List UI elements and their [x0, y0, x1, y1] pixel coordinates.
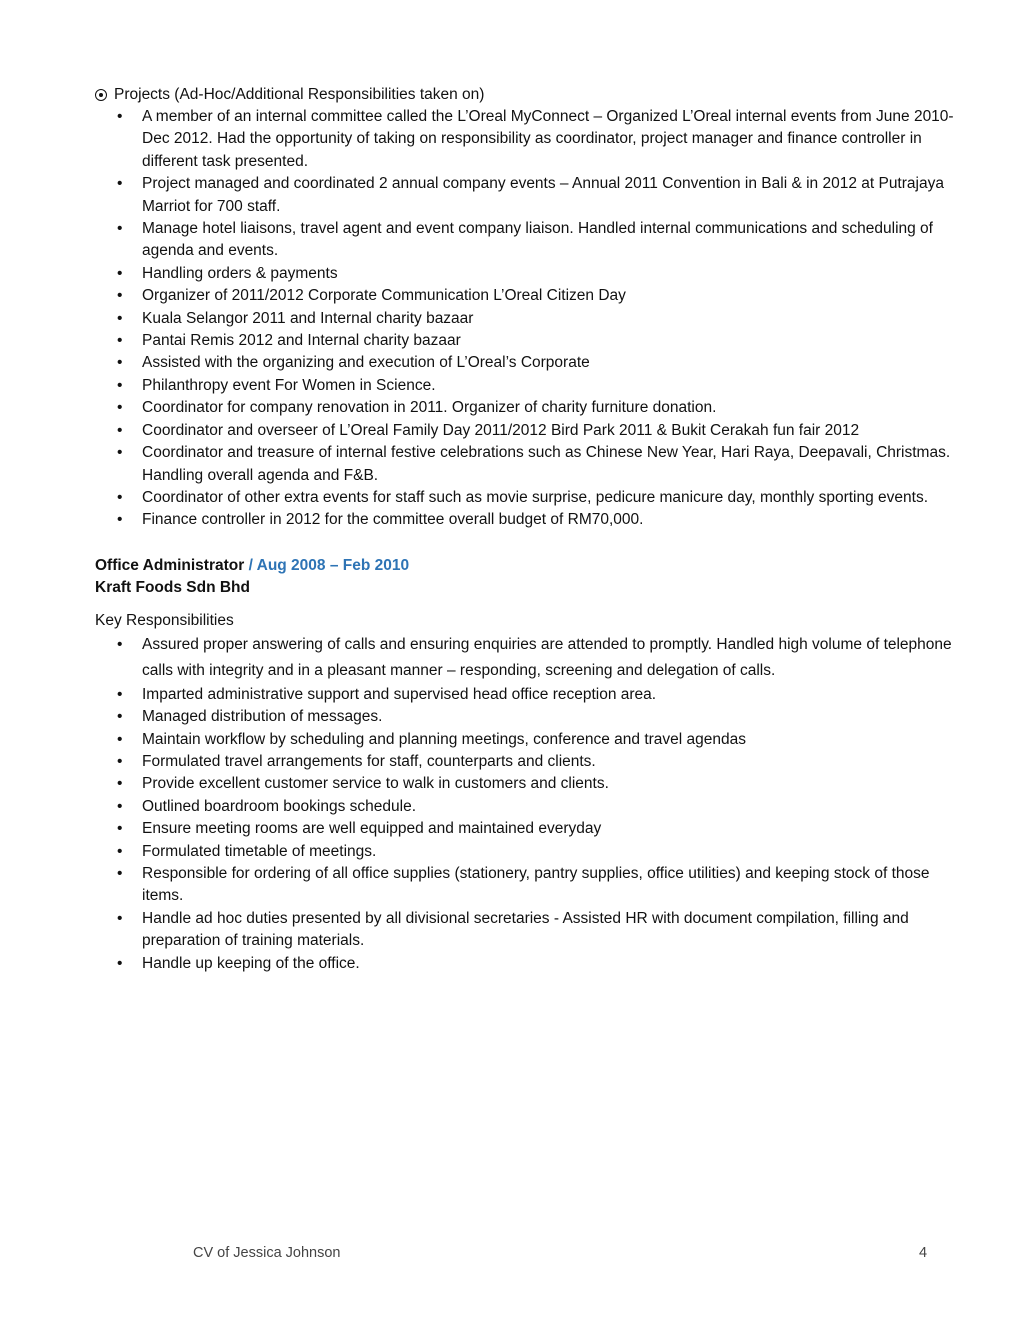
page-number: 4	[919, 1245, 928, 1261]
list-item: • Outlined boardroom bookings schedule.	[95, 796, 970, 818]
radio-bullet-icon	[95, 89, 107, 101]
bullet-icon: •	[117, 864, 123, 882]
page-content	[95, 84, 970, 975]
bullet-icon: •	[117, 511, 123, 529]
bullet-icon: •	[117, 685, 123, 703]
list-item: • Handling orders & payments	[95, 263, 970, 285]
list-item: • Coordinator for company renovation in 2011. Organizer of charity furniture donation.	[95, 397, 970, 419]
list-item: • Formulated timetable of meetings.	[95, 841, 970, 863]
bullet-icon: •	[117, 376, 123, 394]
bullet-icon: •	[117, 444, 123, 462]
bullet-icon: •	[117, 820, 123, 838]
bullet-icon: •	[117, 309, 123, 327]
list-item: • A member of an internal committee called the L’Oreal MyConnect – Organized L’Oreal internal events from June 2010-Dec 2012. Had the opportunity of taking on responsibility as coordinator, project manager and finance controller in different task presented.	[117, 108, 954, 170]
projects-list	[95, 106, 970, 532]
list-item: • Responsible for ordering of all office supplies (stationery, pantry supplies, office utilities) and keeping stock of those items.	[117, 864, 930, 905]
list-item: • Assured proper answering of calls and ensuring enquiries are attended to promptly. Handled high volume of telephone calls with integrity and in a pleasant manner – responding, screening and delegation of calls.	[95, 632, 970, 684]
bullet-icon: •	[117, 399, 123, 417]
list-item: • Imparted administrative support and supervised head office reception area.	[95, 684, 970, 706]
list-item: • Organizer of 2011/2012 Corporate Communication L’Oreal Citizen Day	[95, 285, 970, 307]
list-item: • Provide excellent customer service to walk in customers and clients.	[95, 773, 970, 795]
bullet-icon: •	[117, 108, 123, 125]
bullet-icon: •	[117, 488, 123, 506]
bullet-icon: •	[117, 264, 123, 282]
list-item: • Formulated travel arrangements for staff, counterparts and clients.	[95, 751, 970, 773]
bullet-icon: •	[117, 797, 123, 815]
projects-heading	[95, 84, 970, 106]
list-item: • Assisted with the organizing and execution of L’Oreal’s Corporate	[95, 352, 970, 374]
list-item: • Philanthropy event For Women in Science.	[95, 375, 970, 397]
job-title-line	[95, 555, 970, 578]
list-item: • Project managed and coordinated 2 annual company events – Annual 2011 Convention in Bali & in 2012 at Putrajaya Marriot for 700 staff.	[117, 175, 944, 215]
list-item: • Manage hotel liaisons, travel agent and event company liaison. Handled internal communications and scheduling of agenda and events.	[117, 220, 933, 260]
list-item: • Pantai Remis 2012 and Internal charity bazaar	[95, 330, 970, 352]
list-item: • Finance controller in 2012 for the committee overall budget of RM70,000.	[95, 509, 970, 531]
list-item: • Kuala Selangor 2011 and Internal charity bazaar	[95, 308, 970, 330]
projects-heading-text: Projects (Ad-Hoc/Additional Responsibilities taken on)	[114, 86, 485, 103]
list-item: • Maintain workflow by scheduling and planning meetings, conference and travel agendas	[95, 729, 970, 751]
job-date: / Aug 2008 – Feb 2010	[244, 556, 410, 574]
footer-cv-title: CV of Jessica Johnson	[193, 1245, 341, 1261]
list-item: • Coordinator of other extra events for staff such as movie surprise, pedicure manicure day, monthly sporting events.	[95, 487, 970, 509]
bullet-icon: •	[117, 752, 123, 770]
bullet-icon: •	[117, 220, 123, 238]
bullet-icon: •	[117, 635, 123, 653]
bullet-icon: •	[117, 909, 123, 927]
bullet-icon: •	[117, 175, 123, 193]
list-item: • Coordinator and overseer of L’Oreal Family Day 2011/2012 Bird Park 2011 & Bukit Cerakah fun fair 2012	[95, 420, 970, 442]
responsibilities-list	[95, 632, 970, 975]
job-title: Office Administrator	[95, 556, 245, 574]
list-item: • Coordinator and treasure of internal festive celebrations such as Chinese New Year, Hari Raya, Deepavali, Christmas. Handling overall agenda and F&B.	[117, 444, 951, 484]
bullet-icon: •	[117, 954, 123, 972]
bullet-icon: •	[117, 332, 123, 350]
key-responsibilities-label: Key Responsibilities	[95, 611, 234, 629]
page-footer	[0, 1245, 1024, 1265]
list-item: • Handle up keeping of the office.	[95, 953, 970, 975]
company-name: Kraft Foods Sdn Bhd	[95, 579, 250, 597]
bullet-icon: •	[117, 354, 123, 372]
list-item: • Handle ad hoc duties presented by all divisional secretaries - Assisted HR with document compilation, filling and preparation of training materials.	[117, 909, 909, 950]
bullet-icon: •	[117, 287, 123, 305]
bullet-icon: •	[117, 842, 123, 860]
bullet-icon: •	[117, 708, 123, 726]
bullet-icon: •	[117, 421, 123, 439]
bullet-icon: •	[117, 730, 123, 748]
bullet-icon: •	[117, 775, 123, 793]
list-item: • Managed distribution of messages.	[95, 706, 970, 728]
list-item: • Ensure meeting rooms are well equipped and maintained everyday	[95, 818, 970, 840]
